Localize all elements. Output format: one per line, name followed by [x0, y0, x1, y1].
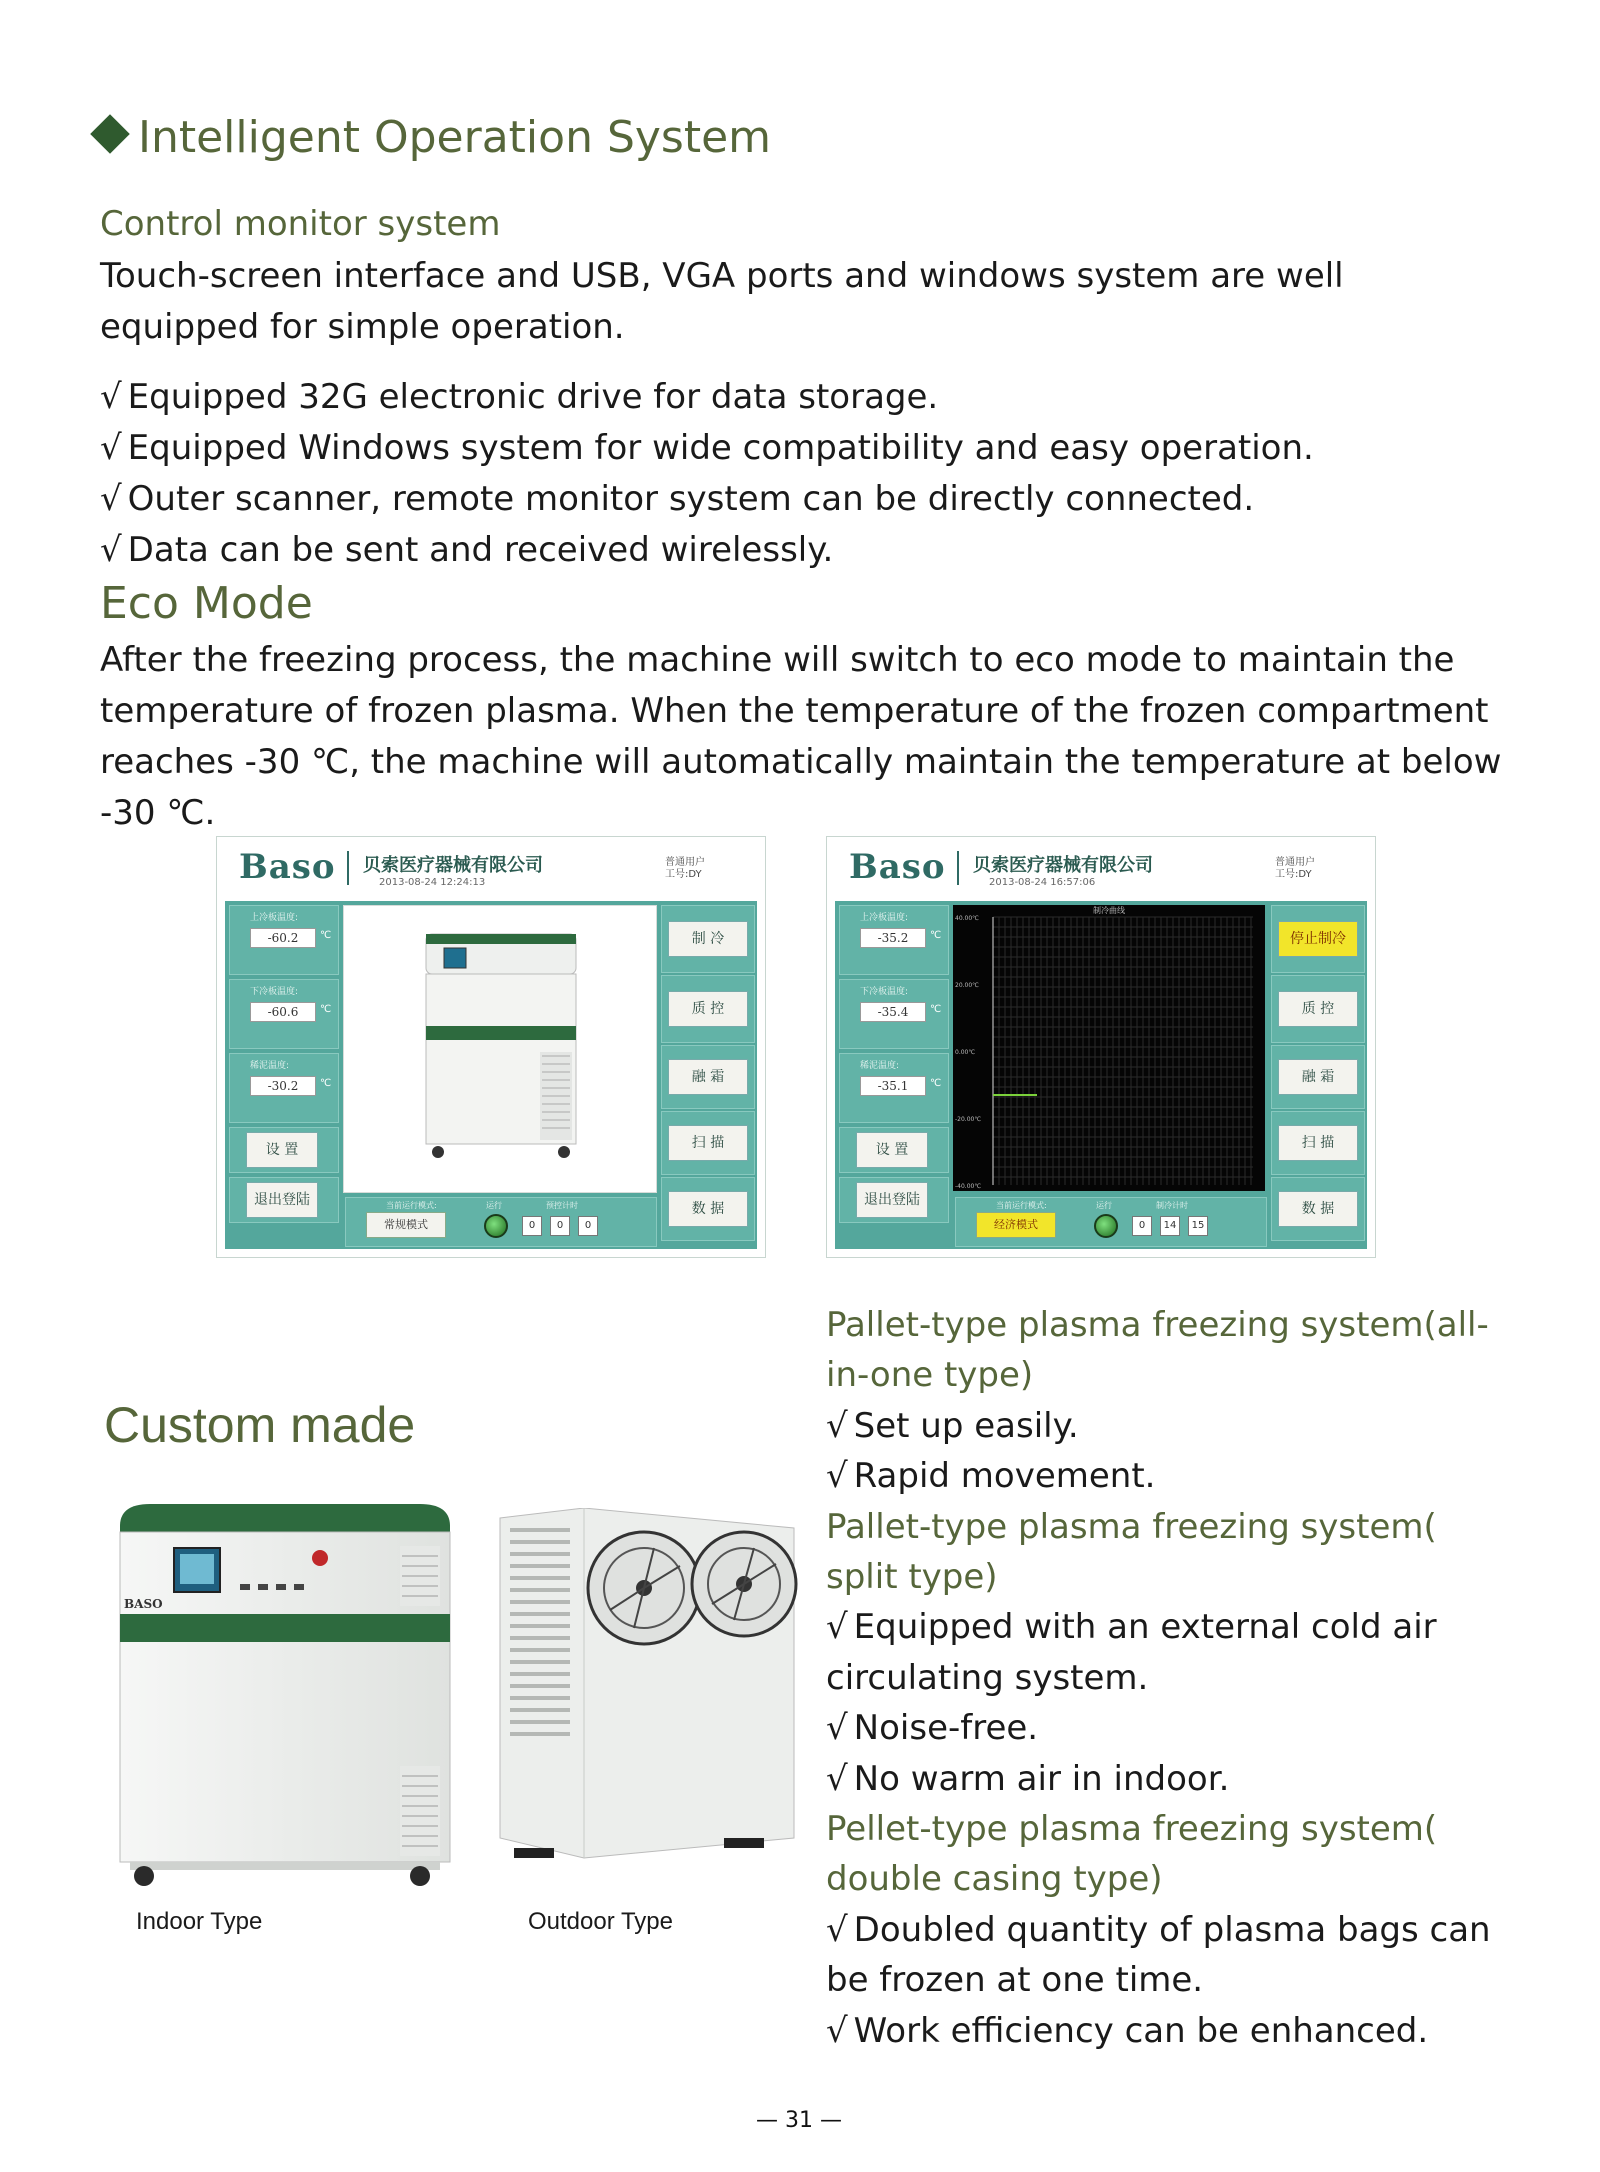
company-name: 贝索医疗器械有限公司 [973, 855, 1153, 876]
counter: 15 [1188, 1216, 1208, 1236]
settings-box [839, 1127, 949, 1173]
mode-label: 当前运行模式: [996, 1201, 1047, 1210]
check-icon: √ [826, 1405, 848, 1446]
system-point [826, 1451, 1546, 1501]
check-icon: √ [100, 428, 122, 468]
data-button[interactable]: 数 据 [1278, 1191, 1358, 1227]
field-label: 下冷板温度: [250, 987, 299, 997]
system-point [826, 1703, 1546, 1753]
panel-body [225, 901, 757, 1249]
settings-button[interactable]: 设 置 [856, 1132, 928, 1168]
timer-label: 制冷计时 [1156, 1201, 1188, 1210]
check-icon: √ [826, 1758, 848, 1799]
eco-paragraph: After the freezing process, the machine will switch to eco mode to maintain the temperature of frozen plasma. When the temperature of the frozen compartment reaches -30 ℃, the machine will automatically maintain the temperature at below -30 ℃. [100, 640, 1502, 833]
data-button[interactable]: 数 据 [668, 1191, 748, 1227]
action-box [1271, 975, 1365, 1043]
system-point [826, 1401, 1546, 1451]
baso-logo: Baso [849, 847, 946, 887]
feature-text: Equipped 32G electronic drive for data storage. [127, 377, 939, 417]
cooling-curve-graph [953, 905, 1265, 1191]
counter: 0 [578, 1216, 598, 1236]
baso-logo: Baso [239, 847, 336, 887]
system-point-continued: be frozen at one time. [826, 1960, 1204, 2001]
outdoor-machine-image [494, 1508, 814, 1888]
graph-title: 制冷曲线 [1093, 906, 1125, 915]
logout-box [229, 1177, 339, 1223]
point-text: Equipped with an external cold air [853, 1607, 1437, 1648]
cooling-button[interactable]: 制 冷 [668, 921, 748, 957]
field-label: 下冷板温度: [860, 987, 909, 997]
timer-label: 预控计时 [546, 1201, 578, 1210]
custom-heading: Custom made [104, 1397, 416, 1453]
check-icon: √ [100, 479, 122, 519]
user-role: 普通用户 [665, 857, 705, 868]
status-bar [955, 1197, 1267, 1247]
action-box [661, 905, 755, 973]
indoor-caption: Indoor Type [136, 1908, 263, 1935]
field-unit: ℃ [930, 930, 942, 941]
freezer-machine-illustration [344, 906, 656, 1192]
feature-text: Equipped Windows system for wide compatibility and easy operation. [127, 428, 1314, 468]
system-point [826, 2006, 1546, 2056]
user-info [665, 857, 705, 881]
feature-item [100, 525, 1314, 576]
field-label: 上冷板温度: [250, 913, 299, 923]
action-box [1271, 1177, 1365, 1241]
panel-header [827, 837, 1375, 897]
action-box [661, 1111, 755, 1175]
defrost-button[interactable]: 融 霜 [1278, 1059, 1358, 1095]
check-icon: √ [826, 1456, 848, 1497]
y-tick-label: 20.00℃ [955, 982, 979, 989]
field-label: 上冷板温度: [860, 913, 909, 923]
indoor-machine-image [110, 1496, 460, 1896]
feature-text: Outer scanner, remote monitor system can be directly connected. [127, 479, 1255, 519]
logout-button[interactable]: 退出登陆 [856, 1182, 928, 1218]
run-label: 运行 [486, 1201, 502, 1210]
datetime: 2013-08-24 12:24:13 [379, 877, 486, 888]
lower-plate-temp [839, 979, 949, 1049]
system-heading: Pallet-type plasma freezing system( [826, 1506, 1437, 1547]
counter: 14 [1160, 1216, 1180, 1236]
system-point [826, 1754, 1546, 1804]
field-value: -30.2 [250, 1076, 316, 1096]
point-text: Rapid movement. [853, 1456, 1156, 1497]
field-value: -35.2 [860, 928, 926, 948]
scan-button[interactable]: 扫 描 [668, 1125, 748, 1161]
control-heading: Control monitor system [100, 204, 501, 244]
field-unit: ℃ [930, 1004, 942, 1015]
plasma-temp [229, 1053, 339, 1123]
plasma-temp [839, 1053, 949, 1123]
user-role: 普通用户 [1275, 857, 1315, 868]
y-tick-label: 40.00℃ [955, 915, 979, 922]
run-indicator-icon [484, 1214, 508, 1238]
settings-box [229, 1127, 339, 1173]
system-point-continued: circulating system. [826, 1657, 1149, 1698]
action-box [661, 975, 755, 1043]
y-tick-label: 0.00℃ [955, 1049, 976, 1056]
point-text: Set up easily. [853, 1405, 1079, 1446]
field-unit: ℃ [320, 930, 332, 941]
run-indicator-icon [1094, 1214, 1118, 1238]
datetime: 2013-08-24 16:57:06 [989, 877, 1096, 888]
action-box [1271, 1111, 1365, 1175]
page-title-text: Intelligent Operation System [138, 112, 772, 163]
system-heading: in-one type) [826, 1355, 1034, 1396]
lower-plate-temp [229, 979, 339, 1049]
y-tick-label: -40.00℃ [955, 1183, 982, 1190]
action-box [1271, 1045, 1365, 1109]
counter: 0 [522, 1216, 542, 1236]
action-box [1271, 905, 1365, 973]
control-intro [100, 251, 1360, 353]
panel-header [217, 837, 765, 897]
field-value: -35.1 [860, 1076, 926, 1096]
action-box [661, 1177, 755, 1241]
diamond-bullet-icon [90, 114, 130, 154]
quality-control-button[interactable]: 质 控 [1278, 991, 1358, 1027]
defrost-button[interactable]: 融 霜 [668, 1059, 748, 1095]
stop-cooling-button[interactable]: 停止制冷 [1278, 921, 1358, 957]
outdoor-caption: Outdoor Type [528, 1908, 673, 1935]
graph-plot [953, 905, 1265, 1191]
machine-image [343, 905, 657, 1193]
divider [957, 851, 959, 885]
point-text: Noise-free. [853, 1708, 1039, 1749]
system-heading: Pellet-type plasma freezing system( [826, 1809, 1438, 1850]
eco-heading: Eco Mode [100, 578, 313, 629]
eco-text [100, 635, 1520, 839]
logout-box [839, 1177, 949, 1223]
check-icon: √ [826, 2010, 848, 2051]
control-feature-list [100, 372, 1314, 576]
check-icon: √ [826, 1708, 848, 1749]
system-types [826, 1300, 1546, 2056]
counter: 0 [1132, 1216, 1152, 1236]
status-bar [345, 1197, 657, 1247]
counter: 0 [550, 1216, 570, 1236]
feature-text: Data can be sent and received wirelessly. [127, 530, 834, 570]
user-id: 工号:DY [665, 869, 702, 880]
control-panel-eco [826, 836, 1376, 1258]
brand-label: BASO [124, 1597, 163, 1611]
indoor-machine-illustration [110, 1496, 460, 1896]
user-info [1275, 857, 1315, 881]
field-unit: ℃ [320, 1078, 332, 1089]
temperature-fields [839, 905, 949, 1227]
page-title [86, 112, 771, 163]
divider [347, 851, 349, 885]
system-heading: double casing type) [826, 1859, 1163, 1900]
field-value: -35.4 [860, 1002, 926, 1022]
company-name: 贝索医疗器械有限公司 [363, 855, 543, 876]
mode-label: 当前运行模式: [386, 1201, 437, 1210]
system-point [826, 1905, 1546, 1955]
check-icon: √ [826, 1607, 848, 1648]
upper-plate-temp [839, 905, 949, 975]
outdoor-unit-illustration [494, 1508, 814, 1888]
y-tick-label: -20.00℃ [955, 1116, 982, 1123]
upper-plate-temp [229, 905, 339, 975]
temperature-fields [229, 905, 339, 1227]
feature-item [100, 474, 1314, 525]
run-label: 运行 [1096, 1201, 1112, 1210]
action-box [661, 1045, 755, 1109]
system-heading: Pallet-type plasma freezing system(all- [826, 1305, 1489, 1345]
control-intro-text: Touch-screen interface and USB, VGA ports and windows system are well equipped for simple operation. [100, 256, 1344, 347]
check-icon: √ [100, 530, 122, 570]
logout-button[interactable]: 退出登陆 [246, 1182, 318, 1218]
field-label: 稀泥温度: [250, 1061, 290, 1071]
field-unit: ℃ [930, 1078, 942, 1089]
field-unit: ℃ [320, 1004, 332, 1015]
control-panel-normal [216, 836, 766, 1258]
feature-item [100, 372, 1314, 423]
system-point [826, 1602, 1546, 1652]
point-text: Work efficiency can be enhanced. [853, 2010, 1429, 2051]
feature-item [100, 423, 1314, 474]
system-heading: split type) [826, 1557, 998, 1598]
mode-button[interactable]: 常规模式 [366, 1212, 446, 1238]
field-value: -60.2 [250, 928, 316, 948]
settings-button[interactable]: 设 置 [246, 1132, 318, 1168]
user-id: 工号:DY [1275, 869, 1312, 880]
scan-button[interactable]: 扫 描 [1278, 1125, 1358, 1161]
point-text: Doubled quantity of plasma bags can [853, 1909, 1491, 1950]
panel-body [835, 901, 1367, 1249]
field-value: -60.6 [250, 1002, 316, 1022]
field-label: 稀泥温度: [860, 1061, 900, 1071]
mode-button[interactable]: 经济模式 [976, 1212, 1056, 1238]
page-number: — 31 — [756, 2108, 842, 2133]
quality-control-button[interactable]: 质 控 [668, 991, 748, 1027]
check-icon: √ [826, 1909, 848, 1950]
check-icon: √ [100, 377, 122, 417]
point-text: No warm air in indoor. [853, 1758, 1230, 1799]
